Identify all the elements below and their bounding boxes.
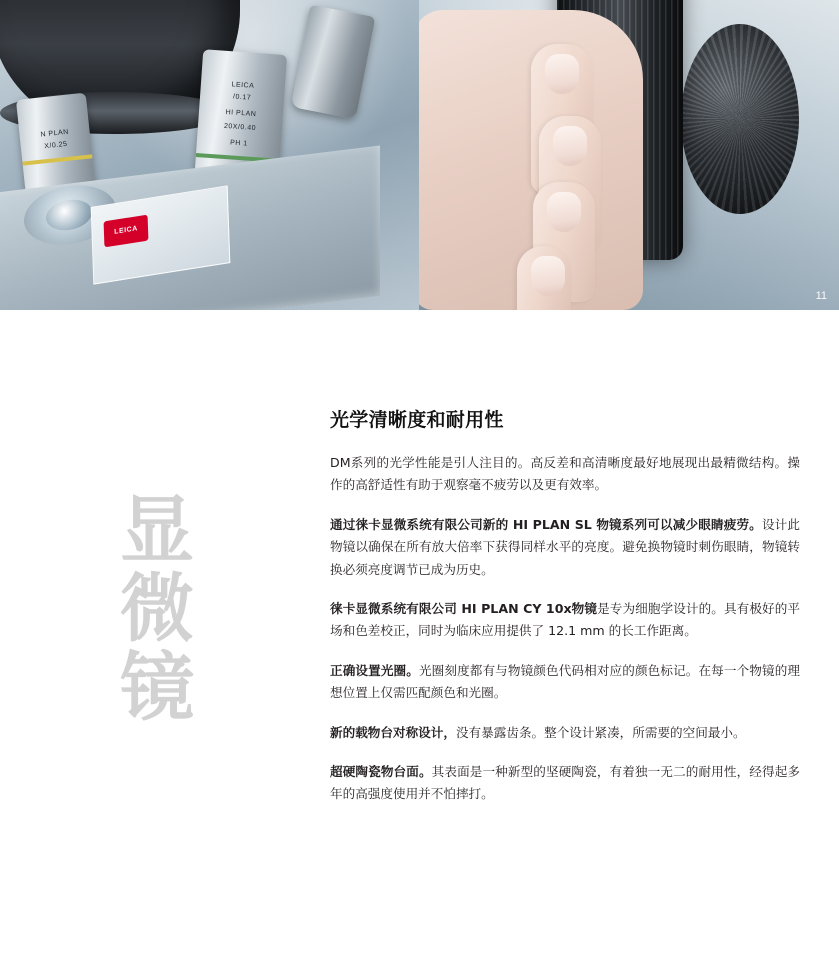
paragraph-intro-text: DM系列的光学性能是引人注目的。高反差和高清晰度最好地展现出最精微结构。操作的高舒适性有助于观察毫不疲劳以及更有效率。: [330, 455, 800, 493]
objective-label-na: /0.17: [232, 93, 252, 102]
leica-logo: LEICA: [104, 215, 149, 248]
hand: [419, 10, 643, 310]
paragraph-hi-plan-cy-lead: 徕卡显微系统有限公司 HI PLAN CY 10x物镜: [330, 601, 598, 617]
paragraph-aperture-lead: 正确设置光圈。: [330, 662, 419, 678]
article-body: [330, 405, 800, 806]
paragraph-hi-plan-sl-text: 设计此物镜以确保在所有放大倍率下获得同样水平的亮度。避免换物镜时刺伤眼睛，物镜转换必须亮度调节已成为历史。: [330, 516, 801, 577]
paragraph-ceramic: [330, 761, 800, 806]
paragraph-hi-plan-cy-text: 是专为细胞学设计的。具有极好的平场和色差校正，同时为临床应用提供了 12.1 mm 的长工作距离。: [330, 601, 800, 639]
watermark-char-2: 微: [120, 566, 194, 653]
paragraph-stage-lead: 新的载物台对称设计，: [330, 724, 456, 740]
photo-band: [0, 0, 839, 310]
objective-color-band-yellow: [22, 154, 92, 165]
paragraph-aperture: [330, 660, 800, 705]
page-title: 光学清晰度和耐用性: [330, 409, 504, 431]
paragraph-intro: [330, 452, 800, 497]
objective-label-magnification-left: X/0.25: [43, 140, 68, 151]
objective-label-leica: LEICA: [231, 81, 255, 90]
objective-label-n-plan: N PLAN: [40, 128, 70, 139]
paragraph-hi-plan-sl: [330, 514, 800, 581]
watermark-char-1: 显: [120, 488, 194, 574]
paragraph-hi-plan-sl-lead: 通过徕卡显微系统有限公司新的 HI PLAN SL 物镜系列可以减少眼睛疲劳。: [330, 516, 762, 532]
paragraph-stage: [330, 722, 800, 744]
watermark-vertical-text: [92, 488, 222, 731]
objective-lens-right: [291, 5, 376, 120]
finger-little: [517, 246, 571, 310]
page-number: 11: [815, 290, 827, 302]
paragraph-ceramic-text: 其表面是一种新型的坚硬陶瓷，有着独一无二的耐用性，经得起多年的高强度使用并不怕摔打。: [330, 764, 801, 802]
paragraph-stage-text: 没有暴露齿条。整个设计紧凑，所需要的空间最小。: [455, 724, 746, 740]
fingernail-ring: [547, 192, 581, 232]
paragraph-aperture-text: 光圈刻度都有与物镜颜色代码相对应的颜色标记。在每一个物镜的理想位置上仅需匹配颜色和光圈。: [330, 662, 801, 701]
fingernail-index: [545, 54, 579, 94]
objective-label-magnification-center: 20X/0.40: [223, 122, 257, 133]
paragraph-hi-plan-cy: [330, 598, 800, 643]
coaxial-focus-knob-ridges: [681, 24, 799, 214]
photo-hand-on-focus-knob: [419, 0, 839, 310]
fingernail-middle: [553, 126, 587, 166]
objective-label-hi-plan: HI PLAN: [225, 108, 257, 119]
paragraph-ceramic-lead: 超硬陶瓷物台面。: [330, 764, 432, 780]
fingernail-little: [531, 256, 565, 296]
watermark-char-3: 镜: [120, 644, 194, 731]
objective-label-phase: PH 1: [229, 139, 248, 148]
photo-microscope-objectives: [0, 0, 419, 310]
